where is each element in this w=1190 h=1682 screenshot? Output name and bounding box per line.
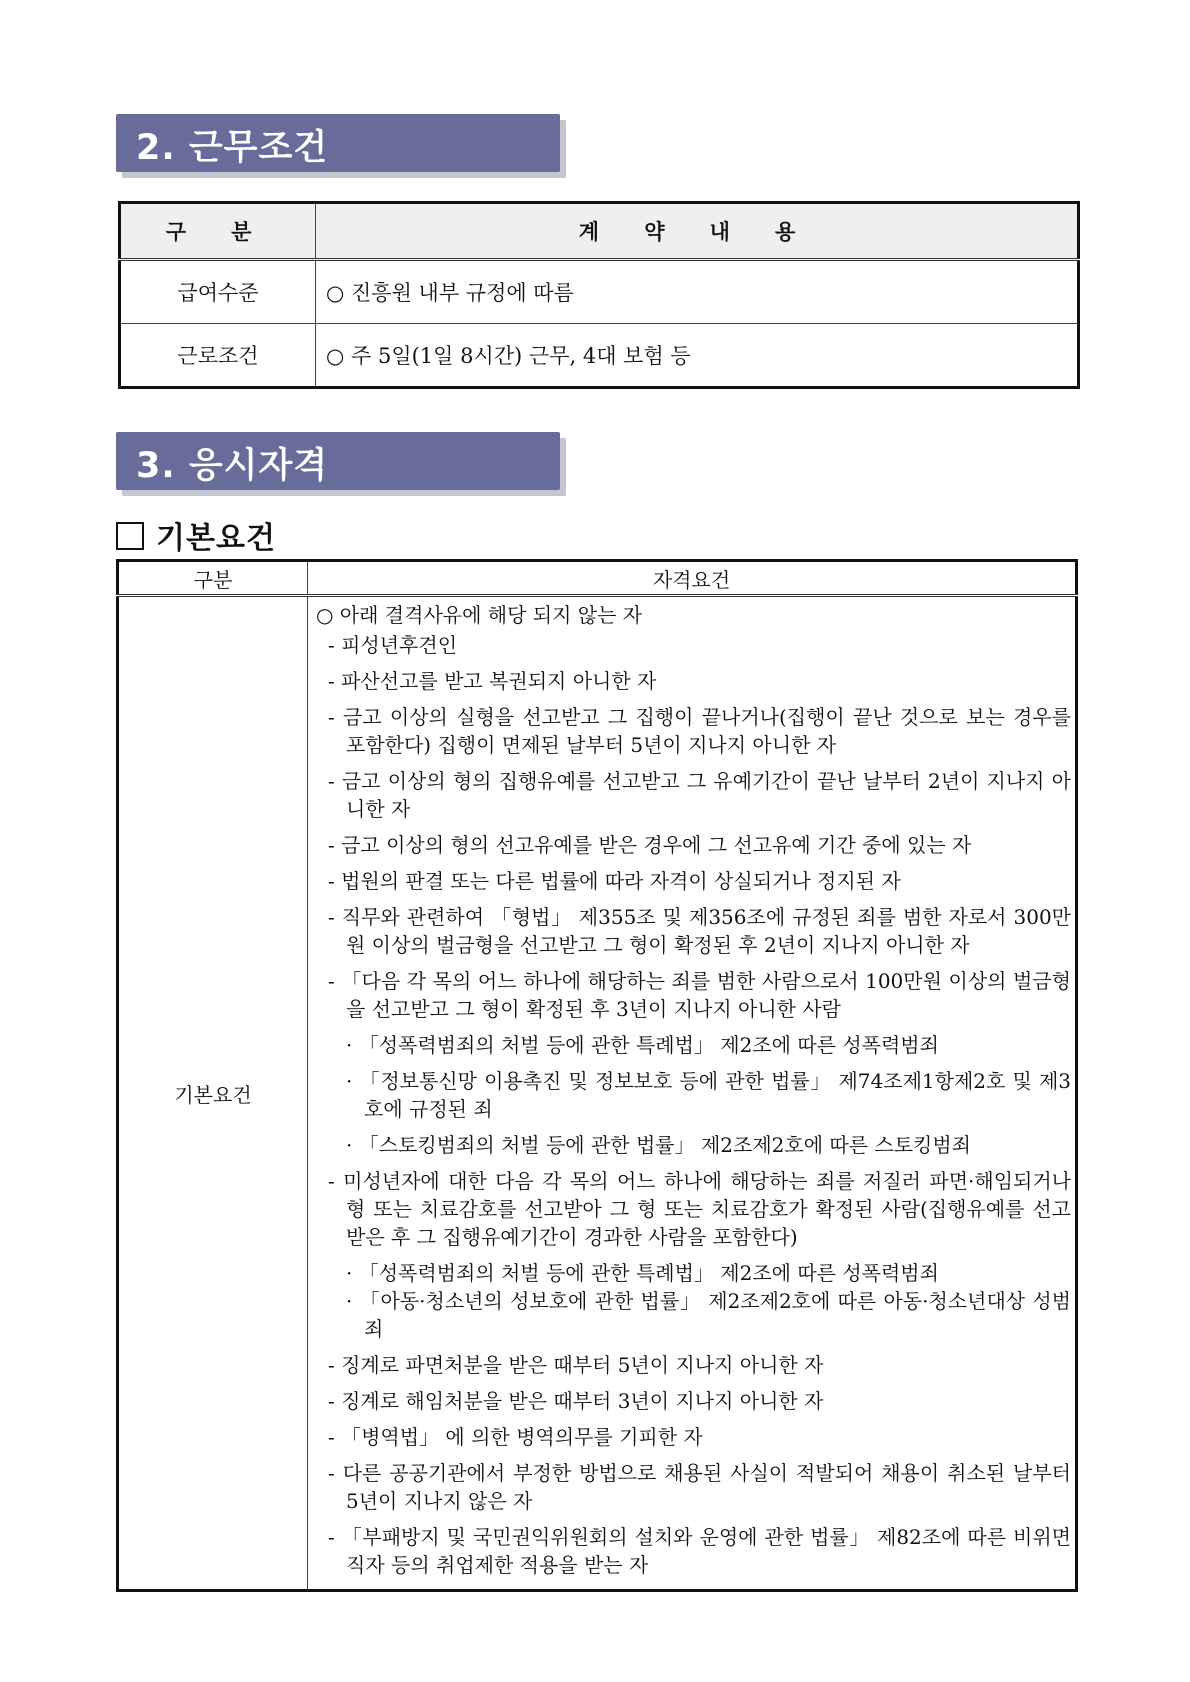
list-item: - 파산선고를 받고 복권되지 아니한 자 bbox=[328, 669, 657, 693]
section-title: 3. 응시자격 bbox=[136, 446, 329, 486]
list-item: - 미성년자에 대한 다음 각 목의 어느 하나에 해당하는 죄를 저질러 파면·해임되거나 형 또는 치료감호를 선고받아 그 형 또는 치료감호가 확정된 사람(집행유예를 선고받은 후 그 집행유예기간이 경과한 사람을 포함한다) bbox=[328, 1169, 1071, 1249]
qualifications-table bbox=[116, 559, 1078, 1592]
list-item: - 법원의 판결 또는 다른 법률에 따라 자격이 상실되거나 정지된 자 bbox=[328, 869, 901, 893]
table-row bbox=[120, 324, 1079, 388]
list-item: - 「다음 각 목의 어느 하나에 해당하는 죄를 범한 사람으로서 100만원 이상의 벌금형을 선고받고 그 형이 확정된 후 3년이 지나지 아니한 사람 bbox=[328, 969, 1071, 1021]
list-item: - 금고 이상의 형의 집행유예를 선고받고 그 유예기간이 끝난 날부터 2년이 지나지 아니한 자 bbox=[328, 769, 1071, 821]
section-header-qualifications bbox=[116, 432, 560, 490]
row-content: ○ 주 5일(1일 8시간) 근무, 4대 보험 등 bbox=[316, 324, 1079, 388]
work-conditions-table bbox=[118, 201, 1080, 389]
row-label: 급여수준 bbox=[120, 260, 316, 324]
row-content: ○ 진흥원 내부 규정에 따름 bbox=[316, 260, 1079, 324]
list-item: - 징계로 파면처분을 받은 때부터 5년이 지나지 아니한 자 bbox=[328, 1353, 824, 1377]
list-item: - 금고 이상의 형의 선고유예를 받은 경우에 그 선고유예 기간 중에 있는 자 bbox=[328, 833, 972, 857]
column-header-requirements: 자격요건 bbox=[308, 561, 1077, 596]
table-row bbox=[118, 596, 1077, 1591]
list-item: - 피성년후견인 bbox=[328, 633, 458, 657]
list-item: - 다른 공공기관에서 부정한 방법으로 채용된 사실이 적발되어 채용이 취소된 날부터 5년이 지나지 않은 자 bbox=[328, 1461, 1071, 1513]
list-item: · 「정보통신망 이용촉진 및 정보보호 등에 관한 법률」 제74조제1항제2호 및 제3호에 규정된 죄 bbox=[346, 1069, 1071, 1121]
requirements-list bbox=[308, 596, 1077, 1591]
list-item: - 금고 이상의 실형을 선고받고 그 집행이 끝나거나(집행이 끝난 것으로 보는 경우를 포함한다) 집행이 면제된 날부터 5년이 지나지 아니한 자 bbox=[328, 705, 1071, 757]
list-item: · 「성폭력범죄의 처벌 등에 관한 특례법」 제2조에 따른 성폭력범죄 bbox=[346, 1261, 939, 1285]
row-label: 기본요건 bbox=[118, 596, 308, 1591]
column-header-category: 구분 bbox=[118, 561, 308, 596]
column-header-category: 구 분 bbox=[120, 203, 316, 260]
list-item: · 「성폭력범죄의 처벌 등에 관한 특례법」 제2조에 따른 성폭력범죄 bbox=[346, 1033, 939, 1057]
subsection-title bbox=[116, 513, 276, 557]
checkbox-square-icon bbox=[116, 522, 144, 550]
list-item: - 징계로 해임처분을 받은 때부터 3년이 지나지 아니한 자 bbox=[328, 1389, 824, 1413]
subsection-title-text: 기본요건 bbox=[156, 521, 276, 556]
list-item: - 직무와 관련하여 「형법」 제355조 및 제356조에 규정된 죄를 범한 자로서 300만원 이상의 벌금형을 선고받고 그 형이 확정된 후 2년이 지나지 아니한 자 bbox=[328, 905, 1071, 957]
table-row bbox=[120, 260, 1079, 324]
list-item: · 「스토킹범죄의 처벌 등에 관한 법률」 제2조제2호에 따른 스토킹범죄 bbox=[346, 1133, 971, 1157]
section-title: 2. 근무조건 bbox=[136, 128, 329, 168]
column-header-contract: 계 약 내 용 bbox=[316, 203, 1079, 260]
list-item: - 「병역법」 에 의한 병역의무를 기피한 자 bbox=[328, 1425, 703, 1449]
list-item: ○ 아래 결격사유에 해당 되지 않는 자 bbox=[316, 603, 643, 627]
list-item: - 「부패방지 및 국민권익위원회의 설치와 운영에 관한 법률」 제82조에 따른 비위면직자 등의 취업제한 적용을 받는 자 bbox=[328, 1525, 1071, 1577]
list-item: · 「아동·청소년의 성보호에 관한 법률」 제2조제2호에 따른 아동·청소년대상 성범죄 bbox=[346, 1289, 1071, 1341]
section-header-work-conditions bbox=[116, 114, 560, 172]
row-label: 근로조건 bbox=[120, 324, 316, 388]
